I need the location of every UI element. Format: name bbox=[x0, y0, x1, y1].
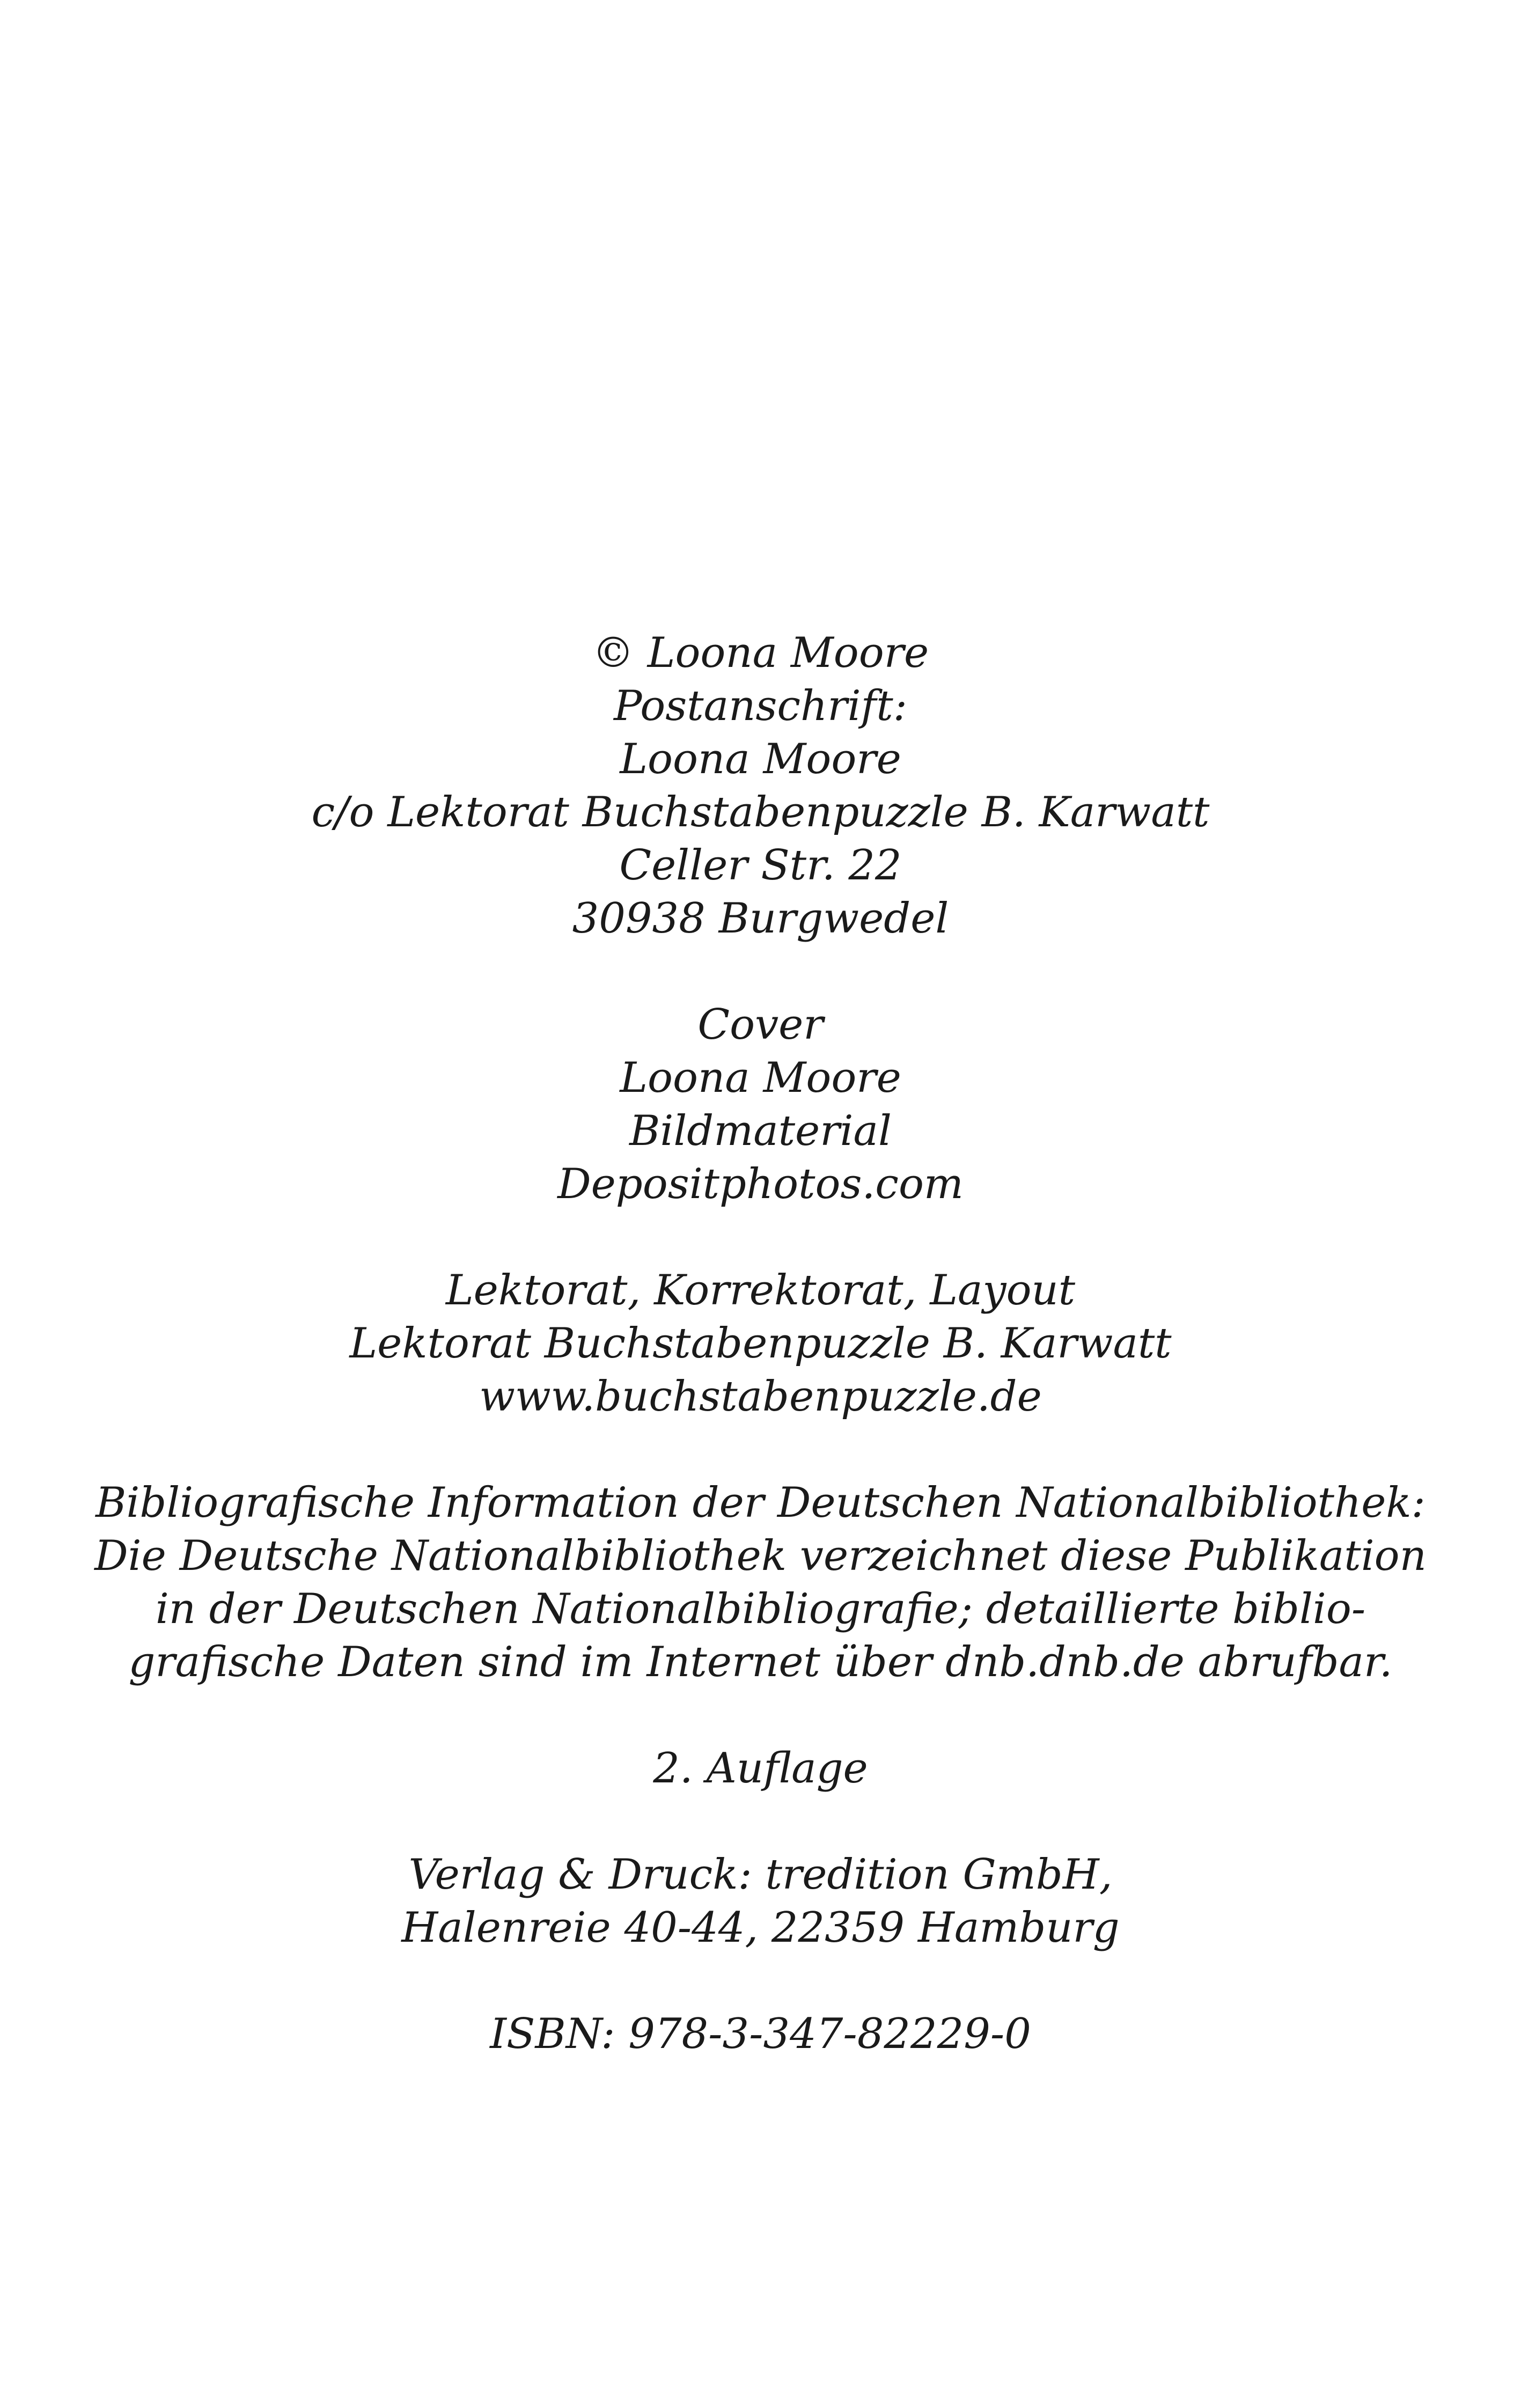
editing-name: Lektorat Buchstabenpuzzle B. Karwatt bbox=[349, 1319, 1172, 1368]
isbn-line: ISBN: 978-3-347-82229-0 bbox=[490, 2010, 1031, 2058]
edition-block bbox=[0, 1742, 1521, 1795]
editing-label: Lektorat, Korrektorat, Layout bbox=[445, 1266, 1076, 1315]
publisher-line-1: Verlag & Druck: tredition GmbH, bbox=[408, 1851, 1113, 1899]
dnb-block bbox=[0, 1477, 1521, 1689]
isbn-block bbox=[0, 2008, 1521, 2061]
publisher-block bbox=[0, 1848, 1521, 1955]
cover-block bbox=[0, 999, 1521, 1211]
cover-name: Loona Moore bbox=[620, 1054, 901, 1102]
dnb-line-2: Die Deutsche Nationalbibliothek verzeichnet diese Publikation bbox=[94, 1532, 1427, 1580]
dnb-line-3: in der Deutschen Nationalbibliografie; detaillierte biblio- bbox=[155, 1585, 1366, 1633]
postal-street: Celler Str. 22 bbox=[619, 841, 902, 890]
cover-label: Cover bbox=[697, 1001, 824, 1049]
dnb-line-1: Bibliografische Information der Deutschen Nationalbibliothek: bbox=[95, 1479, 1426, 1527]
imprint-text bbox=[0, 627, 1521, 2114]
image-source: Depositphotos.com bbox=[557, 1160, 964, 1208]
postal-city: 30938 Burgwedel bbox=[572, 894, 949, 943]
copyright-block bbox=[0, 627, 1521, 945]
editing-url: www.buchstabenpuzzle.de bbox=[479, 1372, 1042, 1421]
postal-name: Loona Moore bbox=[620, 735, 901, 783]
image-label: Bildmaterial bbox=[629, 1107, 892, 1155]
postal-label: Postanschrift: bbox=[613, 682, 908, 730]
copyright-line: © Loona Moore bbox=[592, 629, 929, 677]
edition-line: 2. Auflage bbox=[653, 1744, 868, 1793]
editing-block bbox=[0, 1264, 1521, 1423]
dnb-line-4: grafische Daten sind im Internet über dnb.dnb.de abrufbar. bbox=[128, 1638, 1393, 1686]
publisher-line-2: Halenreie 40-44, 22359 Hamburg bbox=[401, 1904, 1120, 1952]
postal-co: c/o Lektorat Buchstabenpuzzle B. Karwatt bbox=[311, 788, 1210, 836]
